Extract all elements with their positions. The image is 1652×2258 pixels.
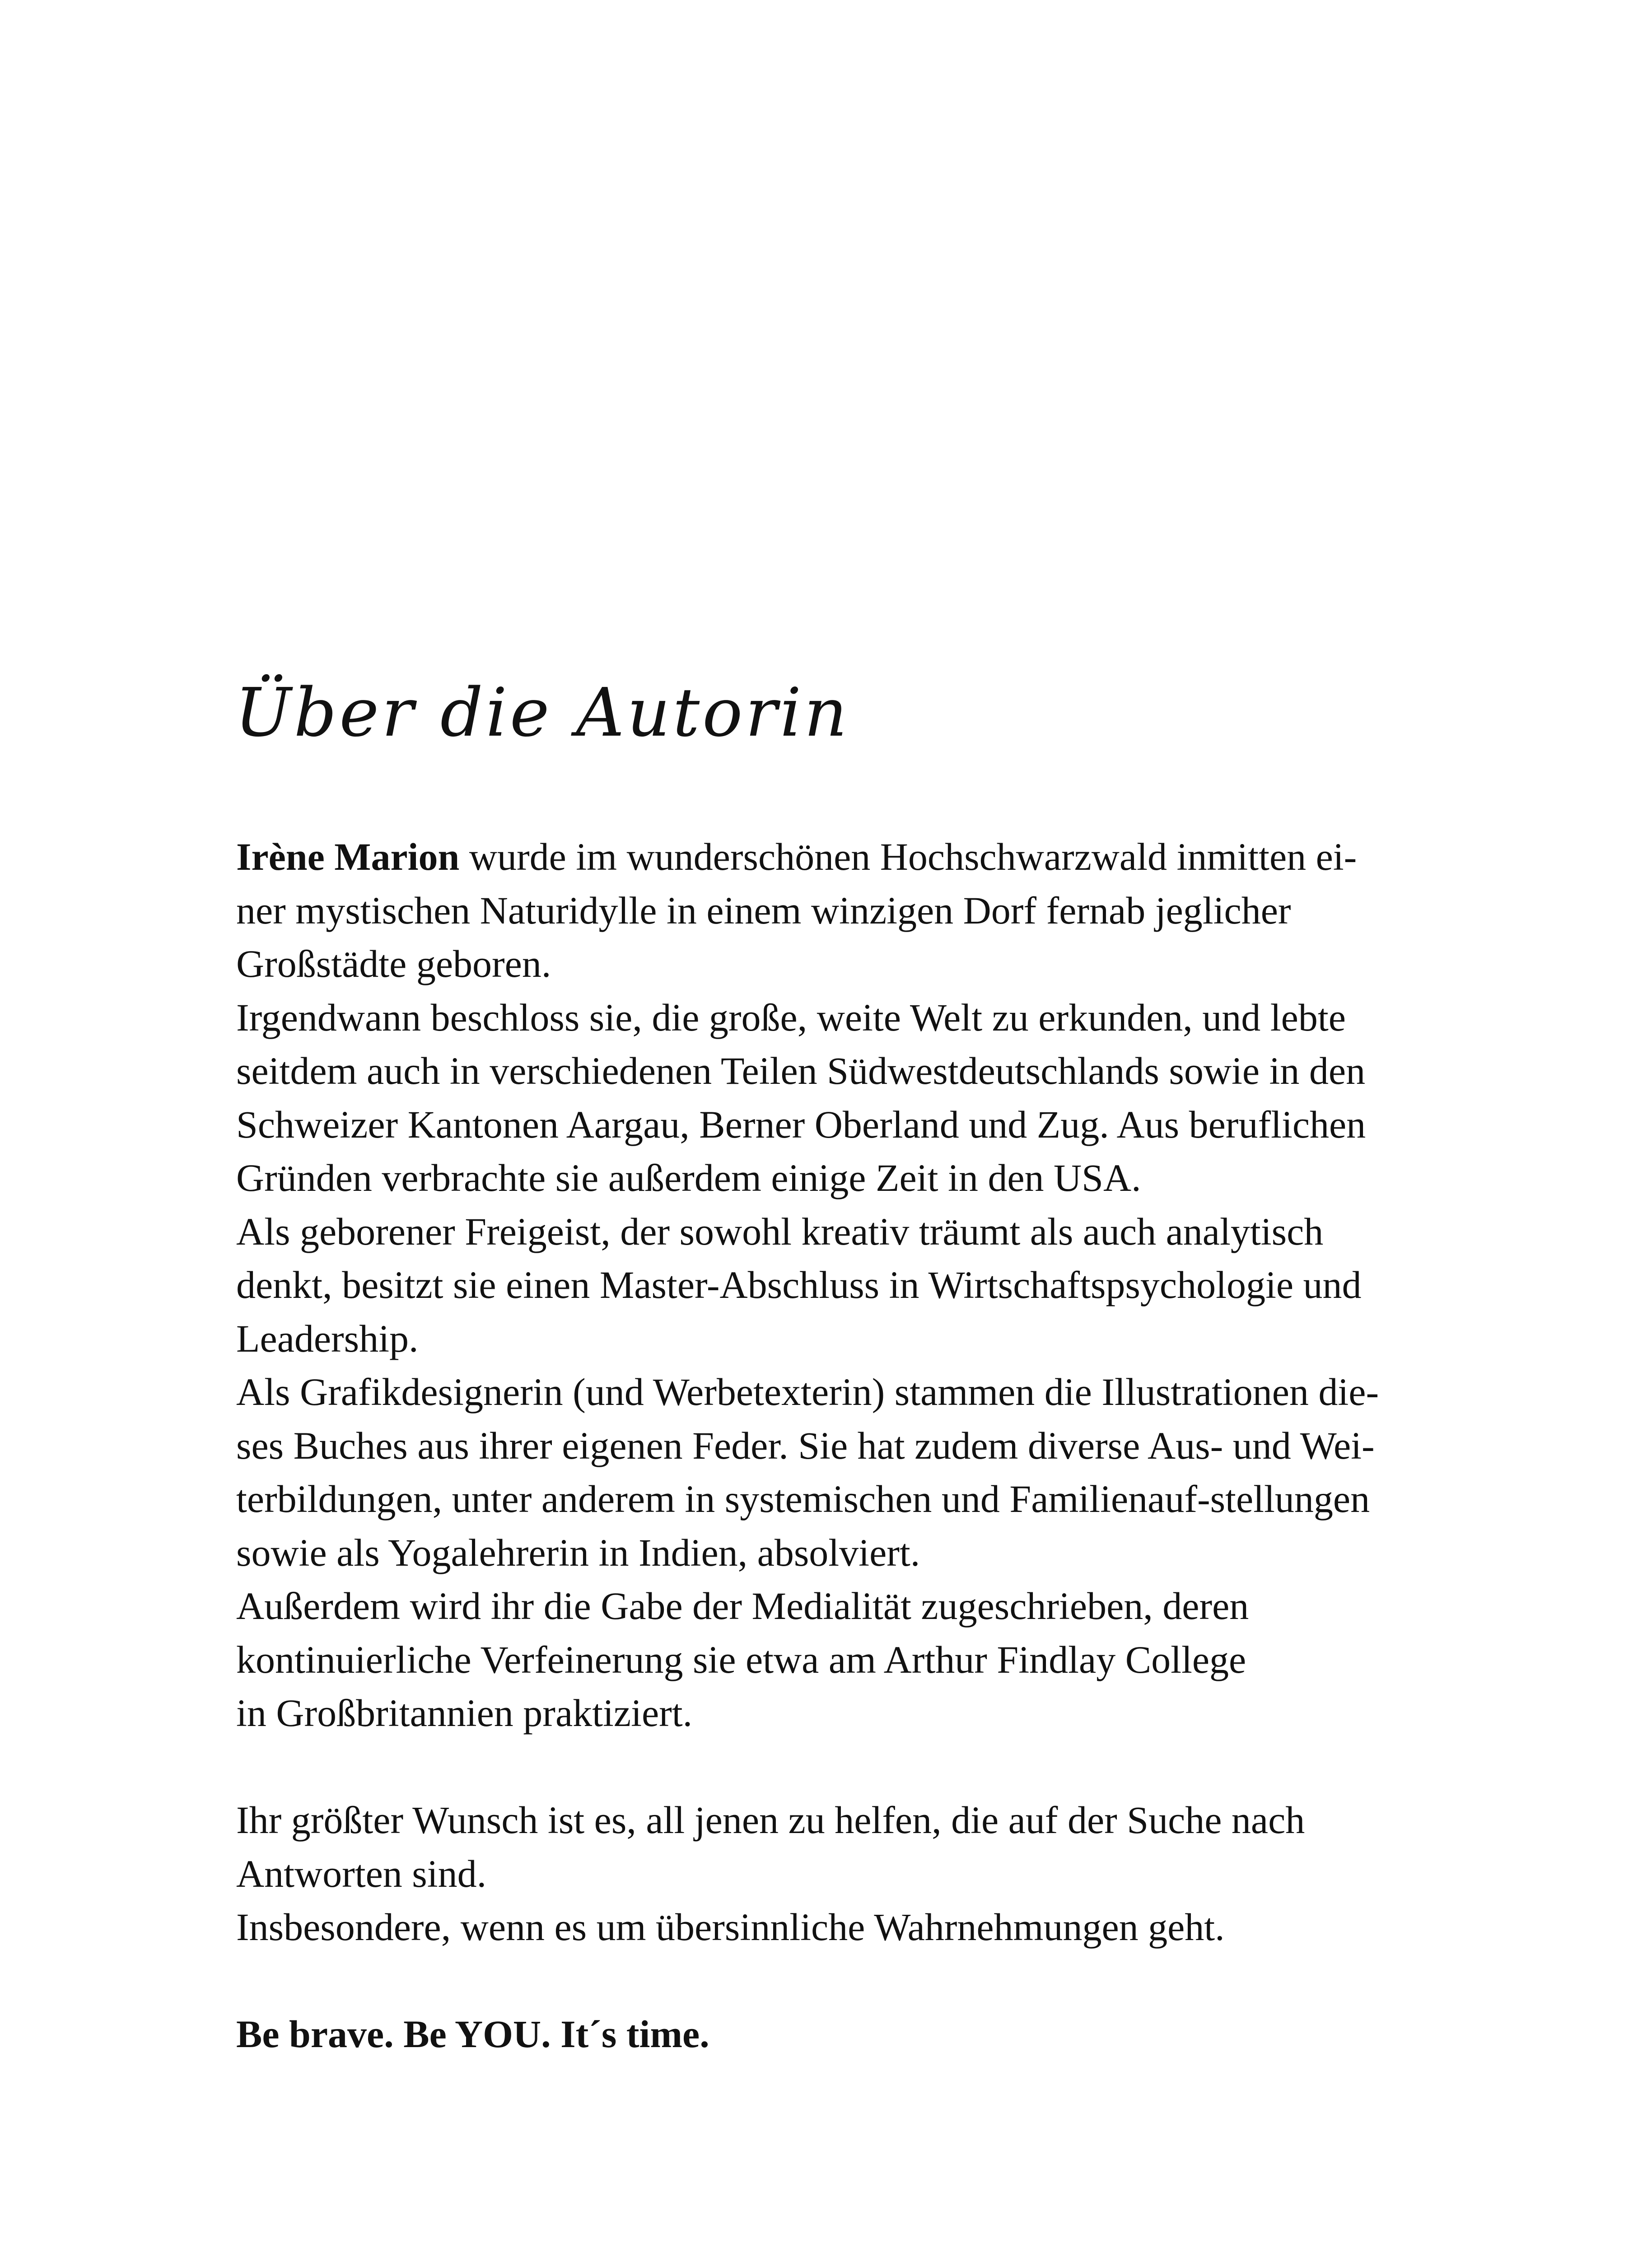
motto: Be brave. Be YOU. It´s time. (236, 2012, 709, 2056)
about-author-text (236, 830, 1428, 2061)
text-line-remainder: wurde im wunderschönen Hochschwarzwald inmitten ei- (459, 835, 1357, 878)
text-line: ner mystischen Naturidylle in einem winzigen Dorf fernab jeglicher (236, 888, 1291, 932)
text-line: ses Buches aus ihrer eigenen Feder. Sie hat zudem diverse Aus- und Wei- (236, 1423, 1375, 1467)
page-heading: Über die Autorin (235, 674, 850, 751)
paragraph-spacer (236, 1740, 1428, 1794)
text-line: Großstädte geboren. (236, 942, 551, 985)
text-line: Außerdem wird ihr die Gabe der Medialität zugeschrieben, deren (236, 1584, 1249, 1628)
text-line: Als geborener Freigeist, der sowohl kreativ träumt als auch analytisch (236, 1209, 1324, 1253)
text-line: Schweizer Kantonen Aargau, Berner Oberland und Zug. Aus beruflichen (236, 1102, 1366, 1146)
paragraph-spacer (236, 1954, 1428, 2008)
text-line: kontinuierliche Verfeinerung sie etwa am Arthur Findlay College (236, 1638, 1246, 1681)
text-line: Leadership. (236, 1316, 419, 1360)
text-line: denkt, besitzt sie einen Master-Abschluss in Wirtschaftspsychologie und (236, 1263, 1362, 1306)
text-line: Gründen verbrachte sie außerdem einige Zeit in den USA. (236, 1156, 1141, 1199)
text-line: sowie als Yogalehrerin in Indien, absolviert. (236, 1530, 920, 1574)
text-line: Antworten sind. (236, 1852, 487, 1895)
text-line: terbildungen, unter anderem in systemischen und Familienauf-stellungen (236, 1477, 1370, 1521)
text-line: in Großbritannien praktiziert. (236, 1691, 693, 1735)
text-line: Als Grafikdesignerin (und Werbetexterin) stammen die Illustrationen die- (236, 1370, 1379, 1414)
text-line: Insbesondere, wenn es um übersinnliche Wahrnehmungen geht. (236, 1905, 1225, 1949)
text-line: Ihr größter Wunsch ist es, all jenen zu helfen, die auf der Suche nach (236, 1798, 1305, 1842)
text-line: seitdem auch in verschiedenen Teilen Südwestdeutschlands sowie in den (236, 1049, 1366, 1092)
wish-paragraph (236, 1793, 1428, 1954)
bio-paragraph (236, 830, 1428, 1740)
text-line: Irgendwann beschloss sie, die große, weite Welt zu erkunden, und lebte (236, 995, 1346, 1039)
author-name: Irène Marion (236, 835, 460, 878)
text-line (236, 830, 1428, 884)
